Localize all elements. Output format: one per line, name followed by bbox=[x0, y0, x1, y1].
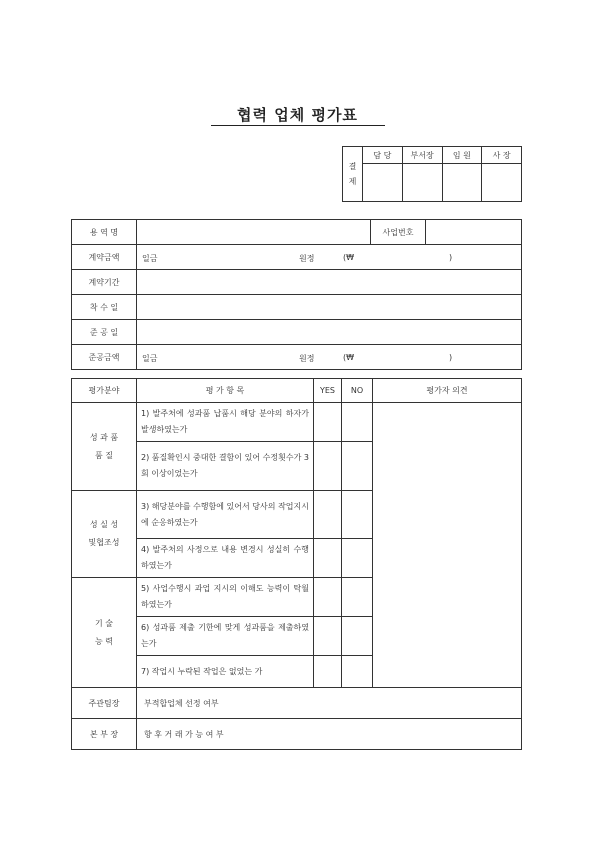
contract-period-label: 계약기간 bbox=[72, 270, 137, 295]
contract-info-table bbox=[71, 219, 522, 370]
no-checkbox-4[interactable] bbox=[342, 539, 373, 578]
contract-amount-label: 계약금액 bbox=[72, 245, 137, 270]
completion-amount-field[interactable] bbox=[137, 345, 522, 370]
eval-item-2: 2) 품질확인시 중대한 결함이 있어 수정횟수가 3회 이상이었는가 bbox=[137, 442, 314, 491]
group-technical-line1: 기 술 bbox=[95, 618, 113, 628]
contract-amount-prefix: 일금 bbox=[142, 254, 158, 263]
completion-date-field[interactable] bbox=[137, 320, 522, 345]
no-checkbox-7[interactable] bbox=[342, 656, 373, 688]
contract-amount-paren: (₩ bbox=[343, 253, 355, 262]
header-opinion: 평가자 의견 bbox=[373, 379, 522, 403]
hq-head-label: 본 부 장 bbox=[72, 719, 137, 750]
business-no-label: 사업번호 bbox=[371, 220, 426, 245]
completion-amount-label: 준공금액 bbox=[72, 345, 137, 370]
signature-box-manager[interactable] bbox=[402, 164, 442, 202]
group-sincerity-line2: 및협조성 bbox=[88, 538, 120, 547]
eval-item-6: 6) 성과품 제출 기한에 맞게 성과품을 제출하였는가 bbox=[137, 617, 314, 656]
contract-amount-won: 원정 bbox=[299, 254, 315, 263]
contract-amount-field[interactable] bbox=[137, 245, 522, 270]
service-name-label: 용 역 명 bbox=[72, 220, 137, 245]
completion-amount-paren: (₩ bbox=[343, 353, 355, 362]
yes-checkbox-2[interactable] bbox=[314, 442, 342, 491]
no-checkbox-2[interactable] bbox=[342, 442, 373, 491]
start-date-field[interactable] bbox=[137, 295, 522, 320]
group-technical-line2: 능 력 bbox=[95, 636, 113, 646]
no-checkbox-6[interactable] bbox=[342, 617, 373, 656]
contract-period-field[interactable] bbox=[137, 270, 522, 295]
group-sincerity-line1: 성 실 성 bbox=[89, 520, 119, 529]
eval-item-7: 7) 작업시 누락된 작업은 없었는 가 bbox=[137, 656, 314, 688]
signature-box-president[interactable] bbox=[482, 164, 522, 202]
dept-head-text[interactable]: 부적합업체 선정 여부 bbox=[137, 688, 522, 719]
approval-col-president: 사 장 bbox=[482, 147, 522, 164]
no-checkbox-3[interactable] bbox=[342, 491, 373, 539]
eval-item-3: 3) 해당분야를 수행함에 있어서 당사의 작업지시에 순응하였는가 bbox=[137, 491, 314, 539]
group-sincerity bbox=[72, 491, 137, 578]
service-name-field[interactable] bbox=[137, 220, 371, 245]
no-checkbox-1[interactable] bbox=[342, 403, 373, 442]
business-no-field[interactable] bbox=[426, 220, 522, 245]
approval-col-executive: 임 원 bbox=[442, 147, 482, 164]
approval-label-line2: 제 bbox=[348, 177, 357, 186]
header-no: NO bbox=[342, 379, 373, 403]
opinion-field-technical-group[interactable] bbox=[373, 403, 522, 688]
yes-checkbox-5[interactable] bbox=[314, 578, 342, 617]
group-quality bbox=[72, 403, 137, 491]
approval-label-line1: 결 bbox=[348, 162, 357, 171]
yes-checkbox-6[interactable] bbox=[314, 617, 342, 656]
yes-checkbox-1[interactable] bbox=[314, 403, 342, 442]
title-underline bbox=[211, 125, 385, 126]
group-quality-line1: 성 과 품 bbox=[89, 432, 119, 442]
page-title: 협력 업체 평가표 bbox=[237, 106, 358, 124]
approval-col-staff: 담 당 bbox=[363, 147, 403, 164]
eval-item-4: 4) 발주처의 사정으로 내용 변경시 성실히 수행하였는가 bbox=[137, 539, 314, 578]
dept-head-label: 주관팀장 bbox=[72, 688, 137, 719]
completion-amount-close: ) bbox=[449, 353, 453, 362]
header-field: 평가분야 bbox=[72, 379, 137, 403]
completion-date-label: 준 공 일 bbox=[72, 320, 137, 345]
yes-checkbox-7[interactable] bbox=[314, 656, 342, 688]
header-yes: YES bbox=[314, 379, 342, 403]
approval-col-manager: 부서장 bbox=[402, 147, 442, 164]
hq-head-text[interactable]: 향 후 거 래 가 능 여 부 bbox=[137, 719, 522, 750]
header-items: 평 가 항 목 bbox=[137, 379, 314, 403]
completion-amount-won: 원정 bbox=[299, 354, 315, 363]
completion-amount-prefix: 일금 bbox=[142, 354, 158, 363]
group-quality-line2: 품 질 bbox=[95, 450, 113, 460]
approval-label bbox=[343, 147, 363, 202]
yes-checkbox-4[interactable] bbox=[314, 539, 342, 578]
approval-table bbox=[342, 146, 522, 202]
start-date-label: 착 수 일 bbox=[72, 295, 137, 320]
contract-amount-close: ) bbox=[449, 253, 453, 262]
eval-item-5: 5) 사업수행시 과업 지시의 이해도 능력이 탁월하였는가 bbox=[137, 578, 314, 617]
yes-checkbox-3[interactable] bbox=[314, 491, 342, 539]
evaluation-table bbox=[71, 378, 522, 750]
eval-item-1: 1) 발주처에 성과품 납품시 해당 분야의 하자가 발생하였는가 bbox=[137, 403, 314, 442]
group-technical bbox=[72, 578, 137, 688]
signature-box-executive[interactable] bbox=[442, 164, 482, 202]
signature-box-staff[interactable] bbox=[363, 164, 403, 202]
no-checkbox-5[interactable] bbox=[342, 578, 373, 617]
